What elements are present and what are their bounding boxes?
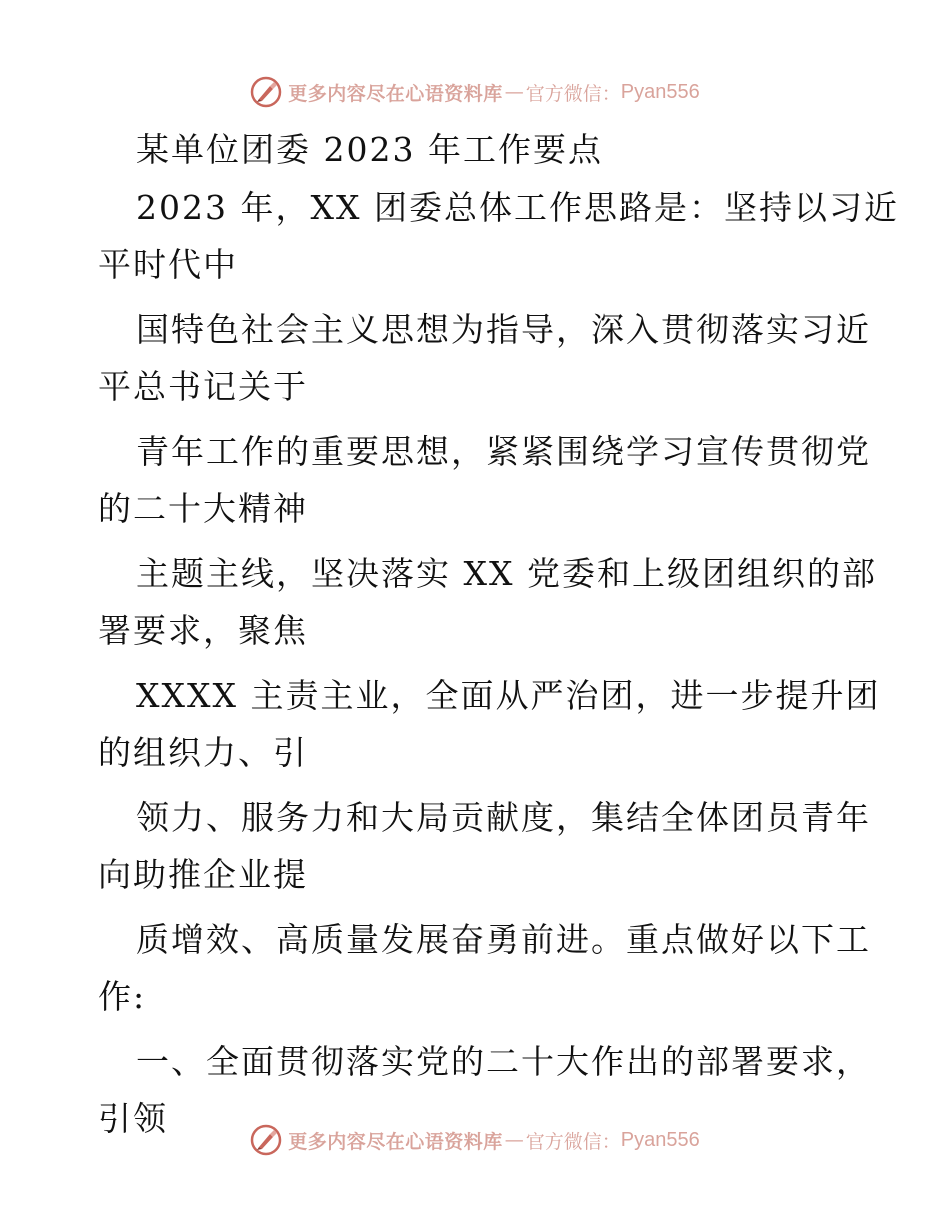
paragraph-line: 署要求，聚焦: [98, 611, 308, 650]
paragraph-line: 青年工作的重要思想，紧紧围绕学习宣传贯彻党: [136, 432, 871, 471]
document-title: 某单位团委 2023 年工作要点: [136, 130, 603, 169]
watermark-dash: —: [504, 81, 524, 103]
watermark-main-text: 更多内容尽在心语资料库: [288, 1130, 503, 1153]
paragraph-line: XXXX 主责主业，全面从严治团，进一步提升团: [136, 676, 881, 715]
watermark-wechat-id: Pyan556: [620, 1128, 700, 1151]
footer-watermark: [0, 1120, 950, 1160]
document-body: [98, 122, 899, 1154]
paragraph-line: 领力、服务力和大局贡献度，集结全体团员青年: [136, 798, 871, 837]
watermark-wechat-id: Pyan556: [620, 80, 700, 103]
pen-logo-icon: [250, 76, 282, 108]
watermark-sub-text: 官方微信：: [525, 1130, 621, 1153]
header-watermark: [0, 72, 950, 112]
section-heading-line: 一、全面贯彻落实党的二十大作出的部署要求，: [136, 1042, 871, 1081]
paragraph-line: 向助推企业提: [98, 855, 308, 894]
paragraph-line: 的组织力、引: [98, 733, 308, 772]
watermark-main-text: 更多内容尽在心语资料库: [288, 82, 503, 105]
paragraph-line: 平时代中: [98, 245, 238, 284]
paragraph-line: 的二十大精神: [98, 489, 308, 528]
paragraph-line: 作:: [98, 977, 147, 1016]
paragraph-line: 2023 年，XX 团委总体工作思路是：坚持以习近: [136, 188, 899, 227]
watermark-sub-text: 官方微信：: [525, 82, 621, 105]
paragraph-line: 平总书记关于: [98, 367, 308, 406]
watermark-dash: —: [504, 1129, 524, 1151]
paragraph-line: 质增效、高质量发展奋勇前进。重点做好以下工: [136, 920, 871, 959]
pen-logo-icon: [250, 1124, 282, 1156]
paragraph-line: 主题主线，坚决落实 XX 党委和上级团组织的部: [136, 554, 877, 593]
section-heading-line: 引领: [98, 1099, 168, 1138]
paragraph-line: 国特色社会主义思想为指导，深入贯彻落实习近: [136, 310, 871, 349]
